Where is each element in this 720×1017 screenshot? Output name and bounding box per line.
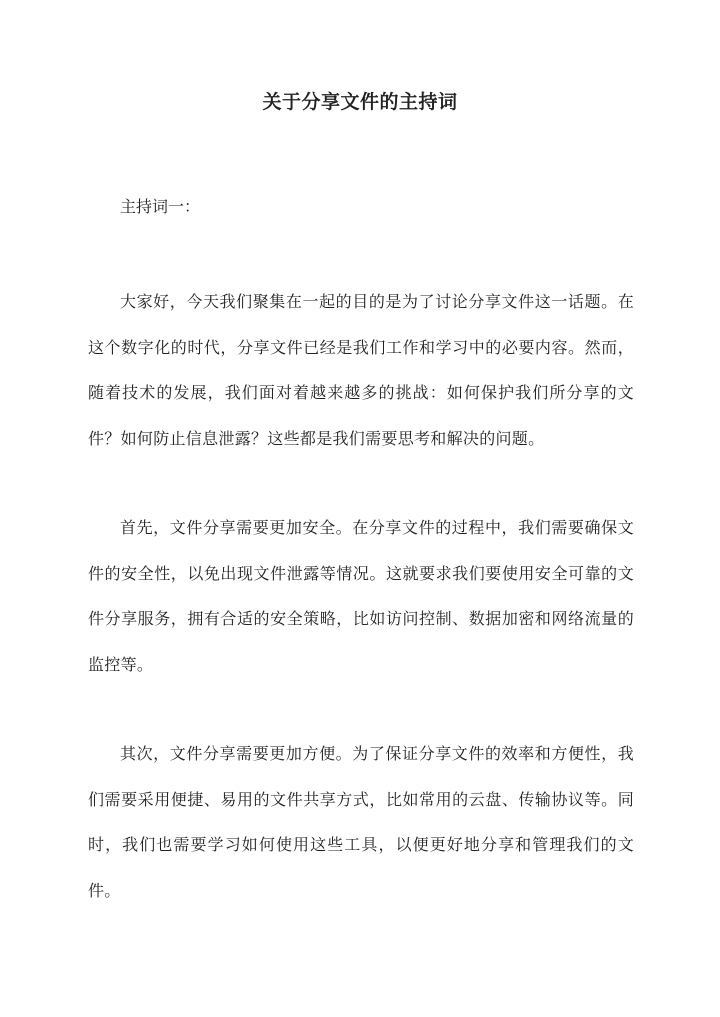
paragraph-convenience: 其次，文件分享需要更加方便。为了保证分享文件的效率和方便性，我们需要采用便捷、易用的文件共享方式，比如常用的云盘、传输协议等。同时，我们也需要学习如何使用这些工具，以便更好地分享和管理我们的文件。 xyxy=(88,744,634,900)
paragraph-intro: 大家好，今天我们聚集在一起的目的是为了讨论分享文件这一话题。在这个数字化的时代，分享文件已经是我们工作和学习中的必要内容。然而，随着技术的发展，我们面对着越来越多的挑战：如何保护我们所分享的文件？如何防止信息泄露？这些都是我们需要思考和解决的问题。 xyxy=(88,292,634,448)
document-title: 关于分享文件的主持词 xyxy=(262,91,458,113)
section-heading: 主持词一： xyxy=(120,197,201,216)
paragraph-security: 首先，文件分享需要更加安全。在分享文件的过程中，我们需要确保文件的安全性，以免出现文件泄露等情况。这就要求我们要使用安全可靠的文件分享服务，拥有合适的安全策略，比如访问控制、数据加密和网络流量的监控等。 xyxy=(88,518,634,674)
